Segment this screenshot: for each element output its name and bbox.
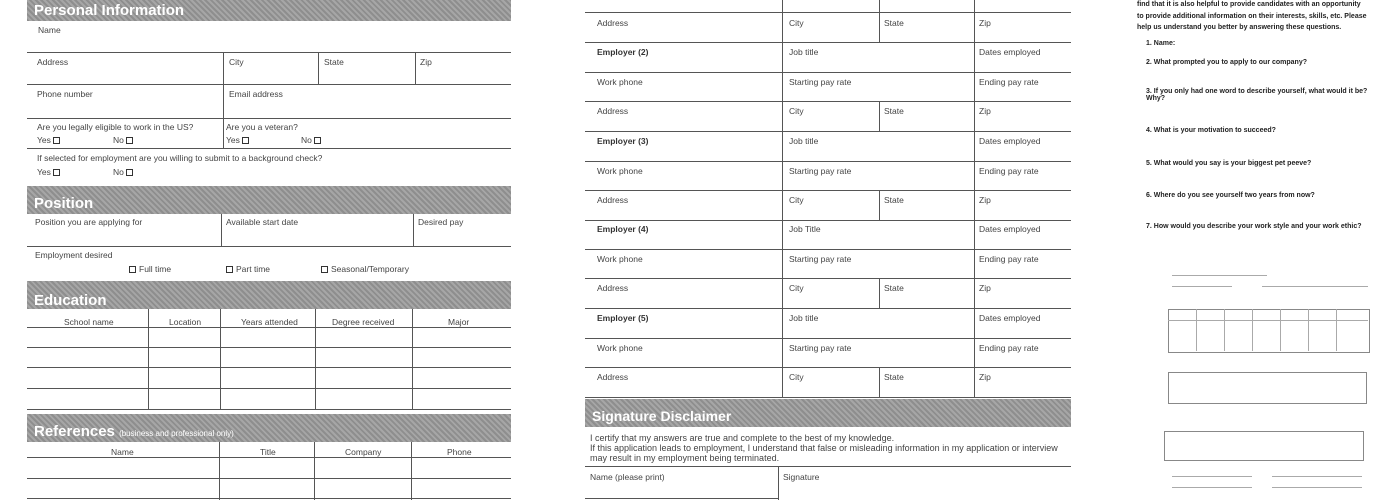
employer-5-job-label: Job title [789, 313, 819, 323]
employer-2-col-line [974, 42, 975, 131]
signature-disclaimer-header: Signature Disclaimer [585, 399, 1071, 427]
employer-4-col-line [974, 219, 975, 308]
employer-5-start-pay-label: Starting pay rate [789, 342, 852, 353]
employer-2-col-line [879, 101, 880, 131]
employer-5-phone-label: Work phone [597, 342, 643, 353]
emp1-address-label: Address [597, 18, 629, 28]
intro-line-3: help us understand you better by answering these questions. [1137, 24, 1342, 31]
eligible-yes[interactable]: Yes [37, 135, 60, 145]
employer-3-row-line [585, 161, 1071, 162]
employer-5-row-line [585, 367, 1071, 368]
veteran-yes[interactable]: Yes [226, 135, 249, 145]
employer-2-row-line [585, 101, 1071, 102]
employer-3-end-pay-label: Ending pay rate [979, 165, 1039, 176]
employer-3-col-line [974, 131, 975, 220]
personal-information-header: Personal Information [27, 0, 511, 21]
employer-2-city-label: City [789, 106, 804, 116]
background-yes[interactable]: Yes [37, 167, 60, 177]
employer-2-state-label: State [884, 106, 904, 116]
employer-2-row-line [585, 72, 1071, 73]
employer-2-label: Employer (2) [597, 47, 649, 57]
employer-3-state-label: State [884, 195, 904, 205]
edu-col-degree: Degree received [332, 317, 395, 327]
edu-col-major: Major [448, 317, 470, 327]
employer-2-col-line [782, 42, 783, 131]
employer-3-label: Employer (3) [597, 136, 649, 146]
employer-2-phone-label: Work phone [597, 76, 643, 87]
employer-4-col-line [879, 278, 880, 308]
education-header: Education [27, 281, 511, 309]
ref-col-title: Title [260, 447, 276, 457]
employer-4-label: Employer (4) [597, 224, 649, 234]
employer-4-address-label: Address [597, 283, 629, 293]
employment-desired-label: Employment desired [35, 250, 113, 260]
employer-3-col-line [782, 131, 783, 220]
disclaimer-line-2: If this application leads to employment, I understand that false or misleading information in my application or interview [590, 443, 1058, 453]
employer-5-col-line [782, 308, 783, 397]
employer-3-col-line [879, 190, 880, 220]
city-label: City [229, 57, 244, 67]
email-label: Email address [229, 89, 283, 99]
emp1-city-label: City [789, 18, 804, 28]
question-1: 1. Name: [1146, 40, 1176, 47]
employer-3-row-line [585, 190, 1071, 191]
employer-4-phone-label: Work phone [597, 253, 643, 264]
employer-5-zip-label: Zip [979, 372, 991, 382]
employer-4-start-pay-label: Starting pay rate [789, 253, 852, 264]
employer-2-address-label: Address [597, 106, 629, 116]
employer-3-dates-label: Dates employed [979, 136, 1041, 146]
employer-4-row-line [585, 278, 1071, 279]
edu-col-years: Years attended [241, 317, 298, 327]
disclaimer-line-1: I certify that my answers are true and complete to the best of my knowledge. [590, 433, 895, 443]
eligible-question: Are you legally eligible to work in the US? [37, 122, 194, 132]
question-6: 6. Where do you see yourself two years from now? [1146, 192, 1315, 199]
signature-label: Signature [783, 472, 820, 482]
employer-3-city-label: City [789, 195, 804, 205]
employer-5-row-line [585, 338, 1071, 339]
question-2: 2. What prompted you to apply to our company? [1146, 59, 1308, 66]
eligible-no[interactable]: No [113, 135, 133, 145]
intro-line-1: find that it is also helpful to provide candidates with an opportunity [1137, 1, 1361, 8]
employer-4-col-line [782, 219, 783, 308]
full-time-option[interactable]: Full time [129, 264, 171, 274]
employer-5-city-label: City [789, 372, 804, 382]
question-7: 7. How would you describe your work style and your work ethic? [1146, 223, 1362, 230]
desired-pay-label: Desired pay [418, 217, 464, 227]
employer-3-zip-label: Zip [979, 195, 991, 205]
background-no[interactable]: No [113, 167, 133, 177]
disclaimer-line-3: may result in my employment being terminated. [590, 453, 780, 463]
phone-label: Phone number [37, 89, 93, 99]
emp1-zip-label: Zip [979, 18, 991, 28]
employer-5-col-line [879, 367, 880, 397]
print-name-label: Name (please print) [590, 472, 665, 482]
question-5: 5. What would you say is your biggest pet peeve? [1146, 160, 1312, 167]
edu-col-school: School name [64, 317, 114, 327]
part-time-option[interactable]: Part time [226, 264, 270, 274]
employer-5-label: Employer (5) [597, 313, 649, 323]
employer-3-phone-label: Work phone [597, 165, 643, 176]
employer-4-row-line [585, 308, 1071, 309]
question-3: 3. If you only had one word to describe yourself, what would it be? Why? [1146, 88, 1368, 102]
employer-3-start-pay-label: Starting pay rate [789, 165, 852, 176]
veteran-question: Are you a veteran? [226, 122, 298, 132]
employer-5-row-line [585, 397, 1071, 398]
employer-2-job-label: Job title [789, 47, 819, 57]
employer-3-address-label: Address [597, 195, 629, 205]
position-applying-label: Position you are applying for [35, 217, 143, 227]
employer-2-row-line [585, 131, 1071, 132]
ref-col-phone: Phone [447, 447, 472, 457]
employer-4-state-label: State [884, 283, 904, 293]
employer-2-zip-label: Zip [979, 106, 991, 116]
references-header: References (business and professional only) [27, 414, 511, 442]
intro-line-2: to provide additional information on their interests, skills, etc. Please [1137, 13, 1367, 20]
employer-4-end-pay-label: Ending pay rate [979, 253, 1039, 264]
application-page-1 [27, 0, 511, 500]
employer-5-dates-label: Dates employed [979, 313, 1041, 323]
name-label: Name [38, 25, 61, 35]
ref-col-company: Company [345, 447, 382, 457]
employer-3-job-label: Job title [789, 136, 819, 146]
employer-4-job-label: Job Title [789, 224, 821, 234]
employer-4-zip-label: Zip [979, 283, 991, 293]
employer-4-row-line [585, 249, 1071, 250]
employer-5-col-line [974, 308, 975, 397]
start-date-label: Available start date [226, 217, 299, 227]
employer-4-city-label: City [789, 283, 804, 293]
employer-2-dates-label: Dates employed [979, 47, 1041, 57]
veteran-no[interactable]: No [301, 135, 321, 145]
background-question: If selected for employment are you willing to submit to a background check? [37, 153, 323, 163]
employer-5-address-label: Address [597, 372, 629, 382]
seasonal-option[interactable]: Seasonal/Temporary [321, 264, 409, 274]
position-header: Position [27, 186, 511, 214]
employer-2-start-pay-label: Starting pay rate [789, 76, 852, 87]
employer-5-end-pay-label: Ending pay rate [979, 342, 1039, 353]
state-label: State [324, 57, 344, 67]
questionnaire-page [1132, 0, 1400, 500]
employer-3-row-line [585, 220, 1071, 221]
emp1-state-label: State [884, 18, 904, 28]
employer-4-dates-label: Dates employed [979, 224, 1041, 234]
ref-col-name: Name [111, 447, 134, 457]
address-label: Address [37, 57, 69, 67]
employer-2-end-pay-label: Ending pay rate [979, 76, 1039, 87]
application-page-2 [585, 0, 1071, 500]
question-4: 4. What is your motivation to succeed? [1146, 127, 1276, 134]
edu-col-location: Location [169, 317, 202, 327]
zip-label: Zip [420, 57, 432, 67]
employer-5-state-label: State [884, 372, 904, 382]
